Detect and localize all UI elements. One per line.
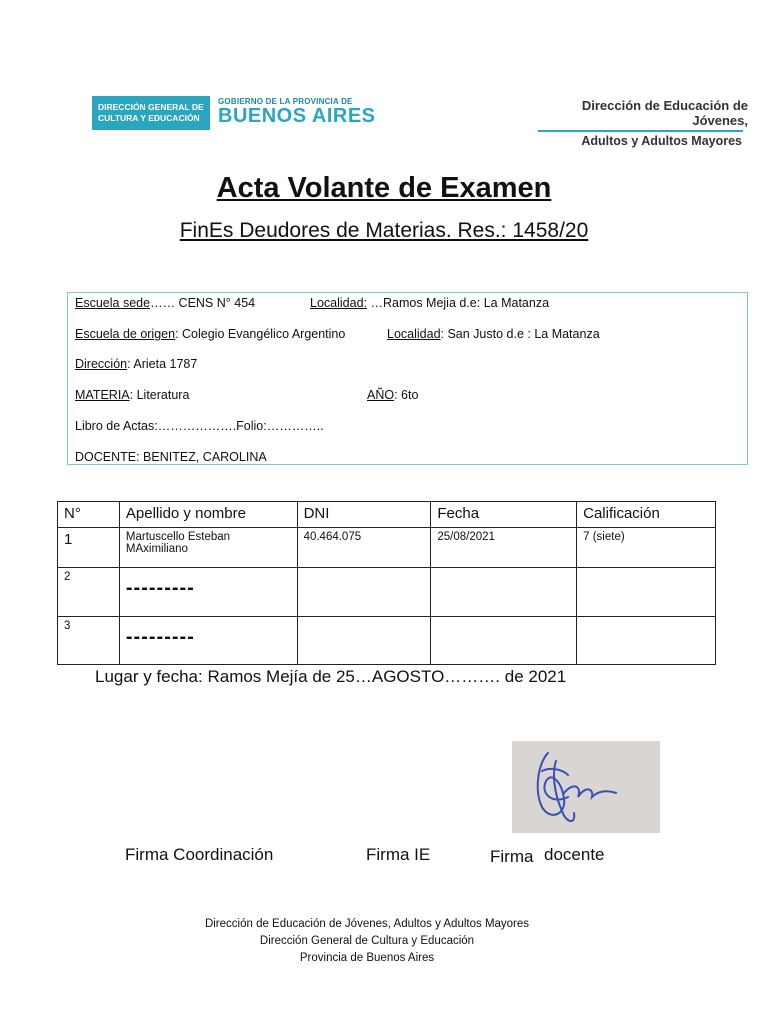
- materia-value: : Literatura: [129, 388, 190, 402]
- anio-label: AÑO: [367, 388, 395, 402]
- direccion-label: Dirección: [75, 357, 128, 371]
- row-calificacion: 7 (siete): [577, 528, 716, 568]
- info-row-direccion: [75, 357, 197, 371]
- dej-rule: [538, 130, 743, 132]
- header-num: N°: [58, 502, 120, 528]
- direccion-value: : Arieta 1787: [127, 357, 198, 371]
- gov-logo-small: GOBIERNO DE LA PROVINCIA DE: [218, 97, 353, 106]
- row-nombre: [119, 568, 297, 617]
- empty-dashes: ---------: [125, 626, 195, 648]
- page-subtitle: FinEs Deudores de Materias. Res.: 1458/20: [179, 219, 589, 242]
- libro-actas: Libro de Actas:……………….Folio:…………..: [75, 419, 324, 433]
- firma-docente: docente: [544, 845, 605, 864]
- row-fecha: [431, 617, 577, 665]
- row-num: 2: [58, 568, 120, 617]
- place-and-date: Lugar y fecha: Ramos Mejía de 25…AGOSTO………. de 2021: [95, 667, 567, 686]
- dej-logo: [538, 98, 748, 148]
- localidad-2-label: Localidad: [387, 327, 441, 341]
- school-info-box: [67, 292, 748, 465]
- logo-line-2: CULTURA Y EDUCACIÓN: [98, 113, 200, 123]
- info-row-escuela-origen: [75, 327, 345, 341]
- escuela-origen-label: Escuela de origen: [75, 327, 176, 341]
- dej-line-1: Dirección de Educación de Jóvenes,: [581, 98, 748, 128]
- info-row-localidad-2: [387, 327, 600, 341]
- row-dni: [297, 568, 431, 617]
- firma-ie: Firma IE: [366, 845, 431, 864]
- table-row: [58, 528, 716, 568]
- escuela-sede-label: Escuela sede: [75, 296, 151, 310]
- row-nombre: Martuscello Esteban MAximiliano: [119, 528, 297, 568]
- materia-label: MATERIA: [75, 388, 130, 402]
- info-row-localidad-1: [310, 296, 549, 310]
- firma-word: Firma: [490, 847, 534, 866]
- footer-line-1: Dirección de Educación de Jóvenes, Adultos y Adultos Mayores: [204, 918, 530, 930]
- gov-logo-big: BUENOS AIRES: [218, 105, 376, 127]
- row-calificacion: [577, 568, 716, 617]
- escuela-sede-value: …… CENS N° 454: [150, 296, 256, 310]
- localidad-1-label: Localidad:: [310, 296, 367, 310]
- row-calificacion: [577, 617, 716, 665]
- anio-value: : 6to: [394, 388, 419, 402]
- footer-line-3: Provincia de Buenos Aires: [299, 952, 435, 964]
- signature-image: [512, 741, 660, 833]
- table-row: [58, 568, 716, 617]
- table-row: [58, 617, 716, 665]
- empty-dashes: ---------: [125, 577, 195, 599]
- header-calificacion: Calificación: [577, 502, 716, 528]
- header-dni: DNI: [297, 502, 431, 528]
- dej-line-2: Adultos y Adultos Mayores: [581, 134, 742, 148]
- info-row-anio: [367, 388, 418, 402]
- row-fecha: [431, 568, 577, 617]
- page-title: Acta Volante de Examen: [216, 172, 552, 204]
- row-num: 3: [58, 617, 120, 665]
- row-dni: [297, 617, 431, 665]
- info-row-materia: [75, 388, 189, 402]
- logo-line-1: DIRECCIÓN GENERAL DE: [98, 102, 204, 112]
- gov-logo: [218, 97, 376, 126]
- firma-coordinacion: Firma Coordinación: [125, 845, 274, 864]
- footer-line-2: Dirección General de Cultura y Educación: [259, 935, 475, 947]
- info-row-escuela-sede: [75, 296, 255, 310]
- table-header-row: [58, 502, 716, 528]
- docente-line: DOCENTE: BENITEZ, CAROLINA: [75, 450, 267, 464]
- header-nombre: Apellido y nombre: [119, 502, 297, 528]
- header-fecha: Fecha: [431, 502, 577, 528]
- row-nombre: [119, 617, 297, 665]
- localidad-1-value: …Ramos Mejia d.e: La Matanza: [367, 296, 550, 310]
- signature-scribble: [512, 741, 660, 833]
- row-dni: 40.464.075: [297, 528, 431, 568]
- row-num: 1: [58, 528, 120, 568]
- escuela-origen-value: : Colegio Evangélico Argentino: [175, 327, 346, 341]
- grades-table: [57, 501, 716, 665]
- row-fecha: 25/08/2021: [431, 528, 577, 568]
- footer: [0, 916, 734, 967]
- dgce-logo: [92, 96, 210, 130]
- localidad-2-value: : San Justo d.e : La Matanza: [440, 327, 600, 341]
